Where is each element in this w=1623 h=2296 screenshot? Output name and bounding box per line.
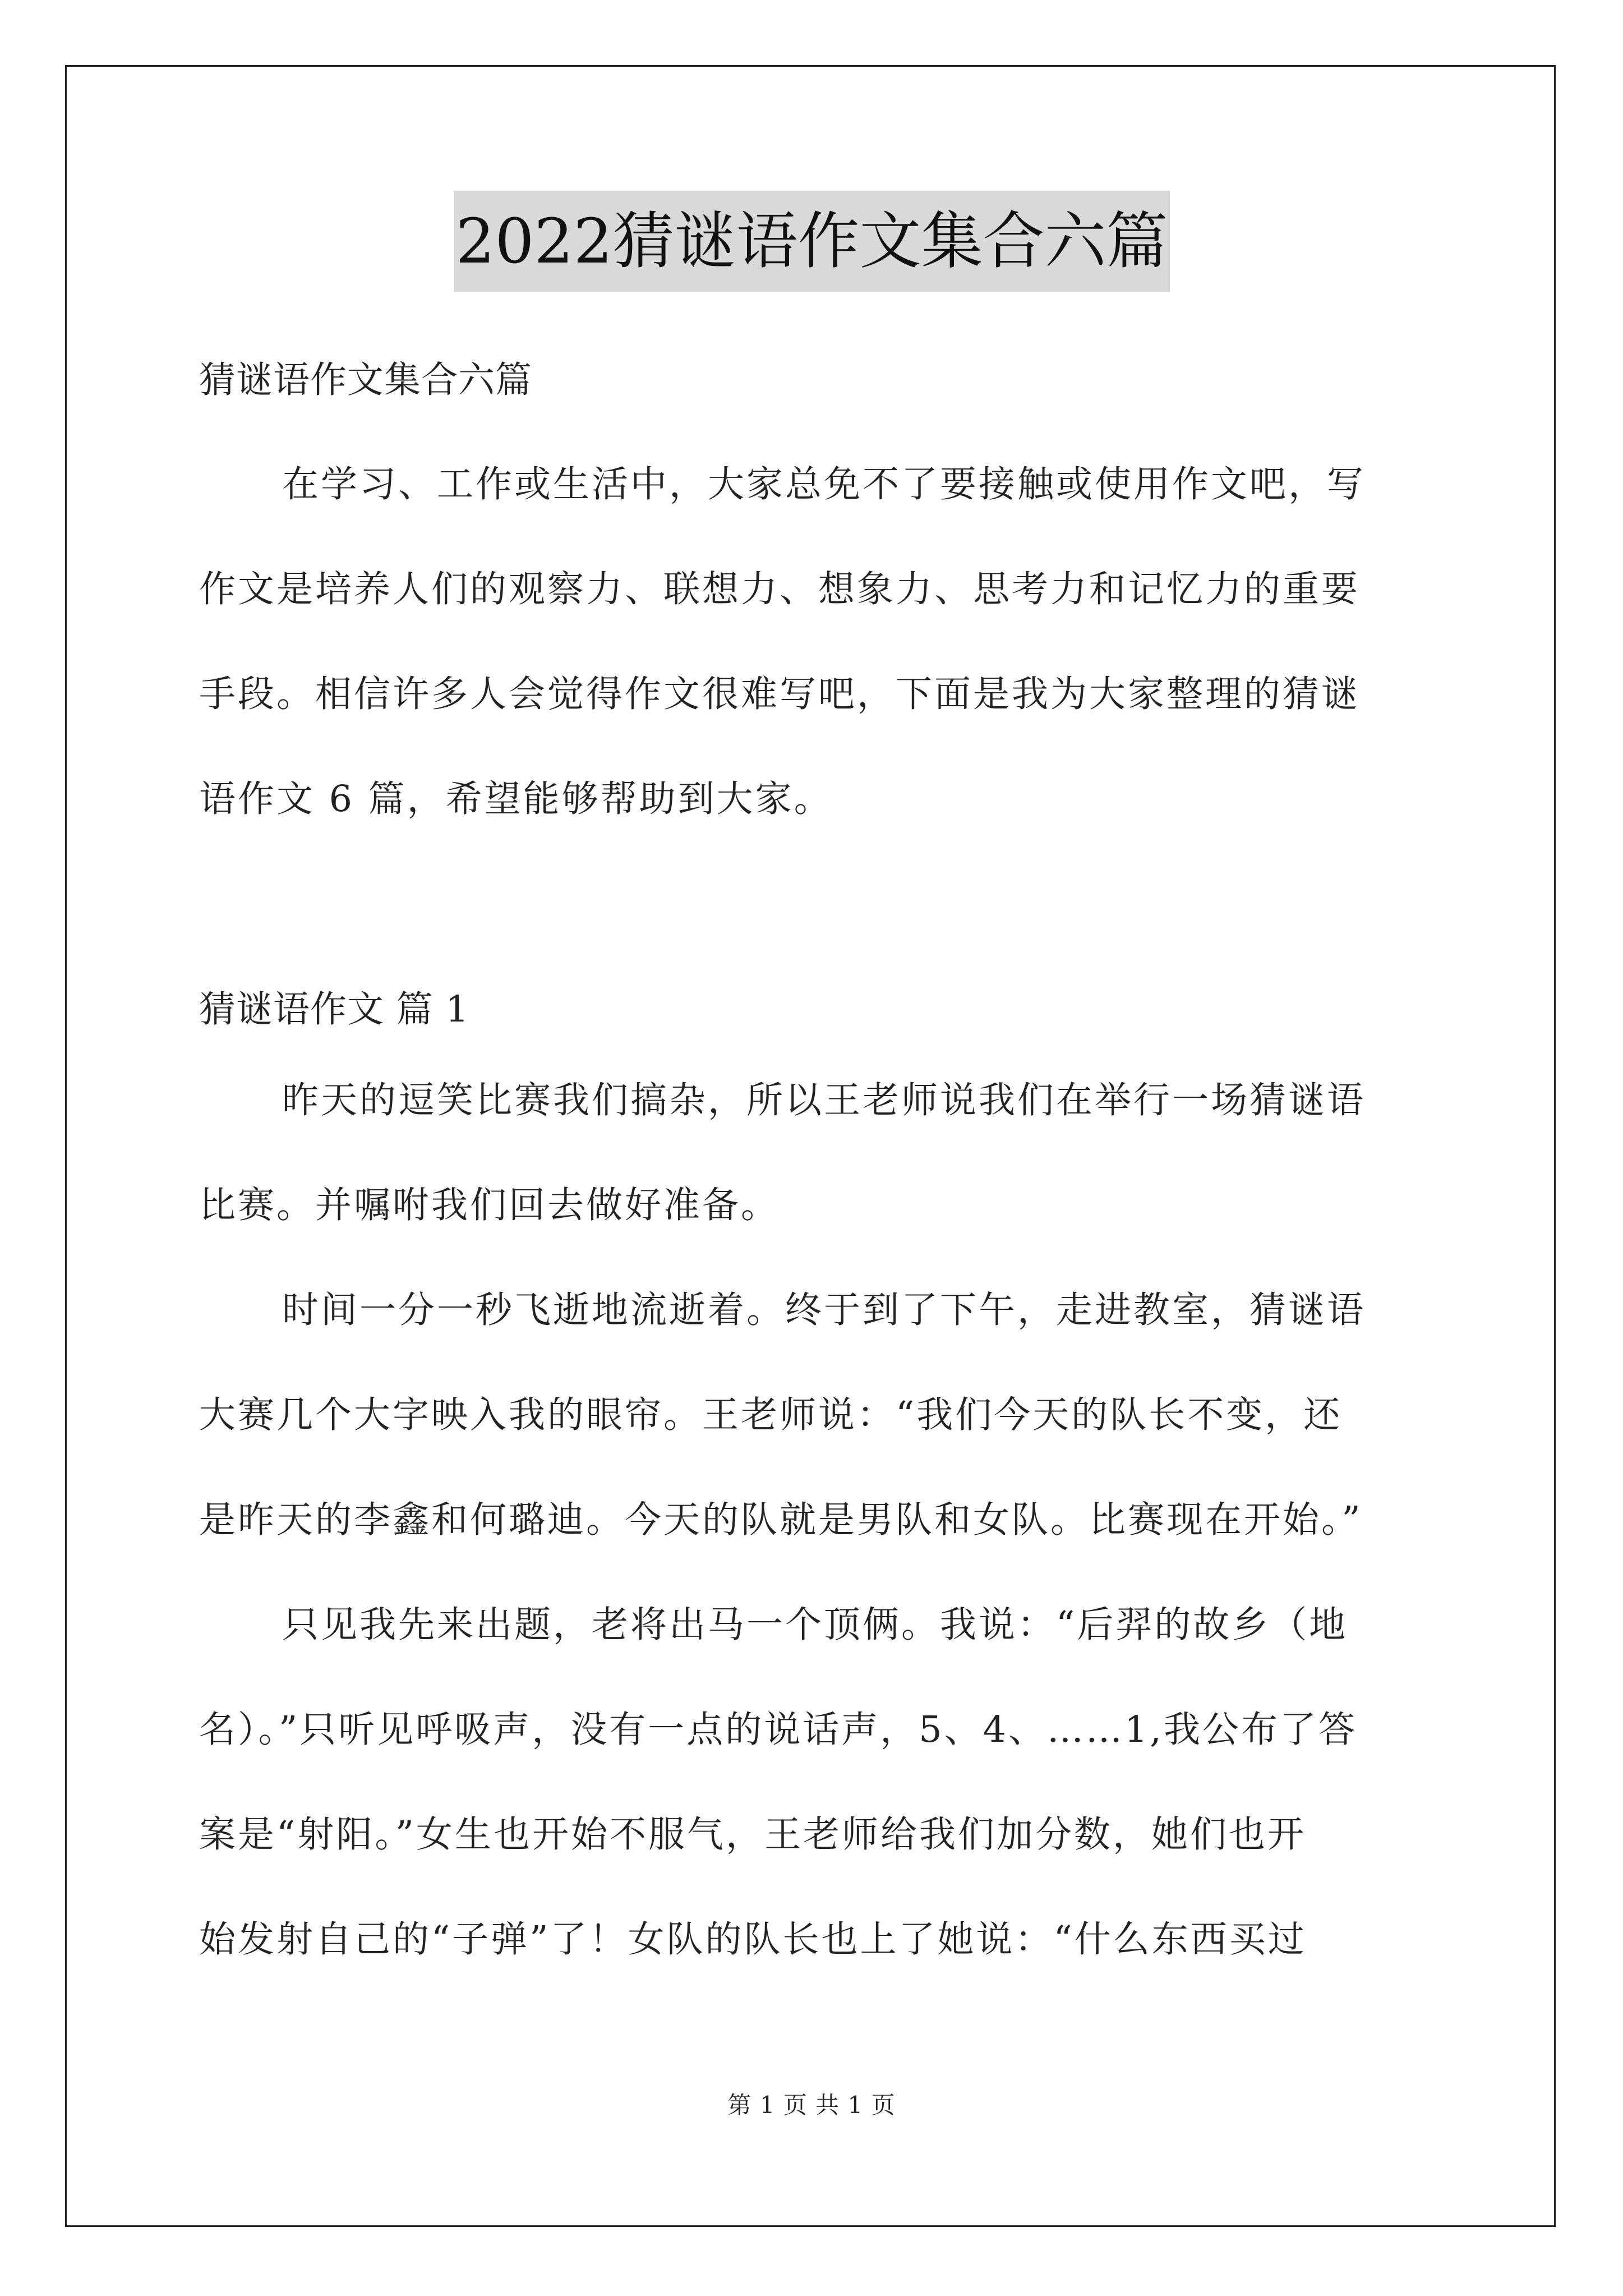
- paragraph-line: 是昨天的李鑫和何璐迪。今天的队就是男队和女队。比赛现在开始。”: [199, 1499, 1363, 1541]
- paragraph-line: 比赛。并嘱咐我们回去做好准备。: [199, 1184, 780, 1226]
- paragraph-line: 在学习、工作或生活中，大家总免不了要接触或使用作文吧，写: [282, 463, 1366, 505]
- paragraph-line: 作文是培养人们的观察力、联想力、想象力、思考力和记忆力的重要: [199, 568, 1361, 610]
- document-subtitle: 猜谜语作文集合六篇: [199, 359, 533, 401]
- paragraph-line: 始发射自己的“子弹”了！女队的队长也上了她说：“什么东西买过: [199, 1918, 1307, 1961]
- title-wrapper: [188, 191, 1436, 292]
- page-footer: 第 1 页 共 1 页: [727, 2091, 896, 2119]
- paragraph-line: 时间一分一秒飞逝地流逝着。终于到了下午，走进教室，猜谜语: [282, 1289, 1366, 1331]
- section-body: [199, 1048, 1436, 1992]
- document-body: [199, 191, 1436, 1992]
- paragraph-line: 手段。相信许多人会觉得作文很难写吧，下面是我为大家整理的猜谜: [199, 673, 1361, 715]
- body-paragraph: [199, 1258, 1436, 1572]
- paragraph-line: 昨天的逗笑比赛我们搞杂，所以王老师说我们在举行一场猜谜语: [282, 1079, 1366, 1121]
- paragraph-line: 只见我先来出题，老将出马一个顶俩。我说：“后羿的故乡（地: [282, 1604, 1348, 1646]
- section-heading: 猜谜语作文 篇 1: [199, 988, 469, 1030]
- paragraph-line: 案是“射阳。”女生也开始不服气，王老师给我们加分数，她们也开: [199, 1814, 1306, 1856]
- paragraph-line: 大赛几个大字映入我的眼帘。王老师说：“我们今天的队长不变，还: [199, 1394, 1343, 1436]
- intro-paragraph: [199, 432, 1436, 852]
- paragraph-line: 语作文 6 篇，希望能够帮助到大家。: [199, 778, 833, 820]
- body-paragraph: [199, 1572, 1436, 1992]
- paragraph-line: 名）。”只听见呼吸声，没有一点的说话声，5、4、……1,我公布了答: [199, 1709, 1357, 1751]
- document-title: 2022猜谜语作文集合六篇: [454, 191, 1170, 292]
- body-paragraph: [199, 1048, 1436, 1258]
